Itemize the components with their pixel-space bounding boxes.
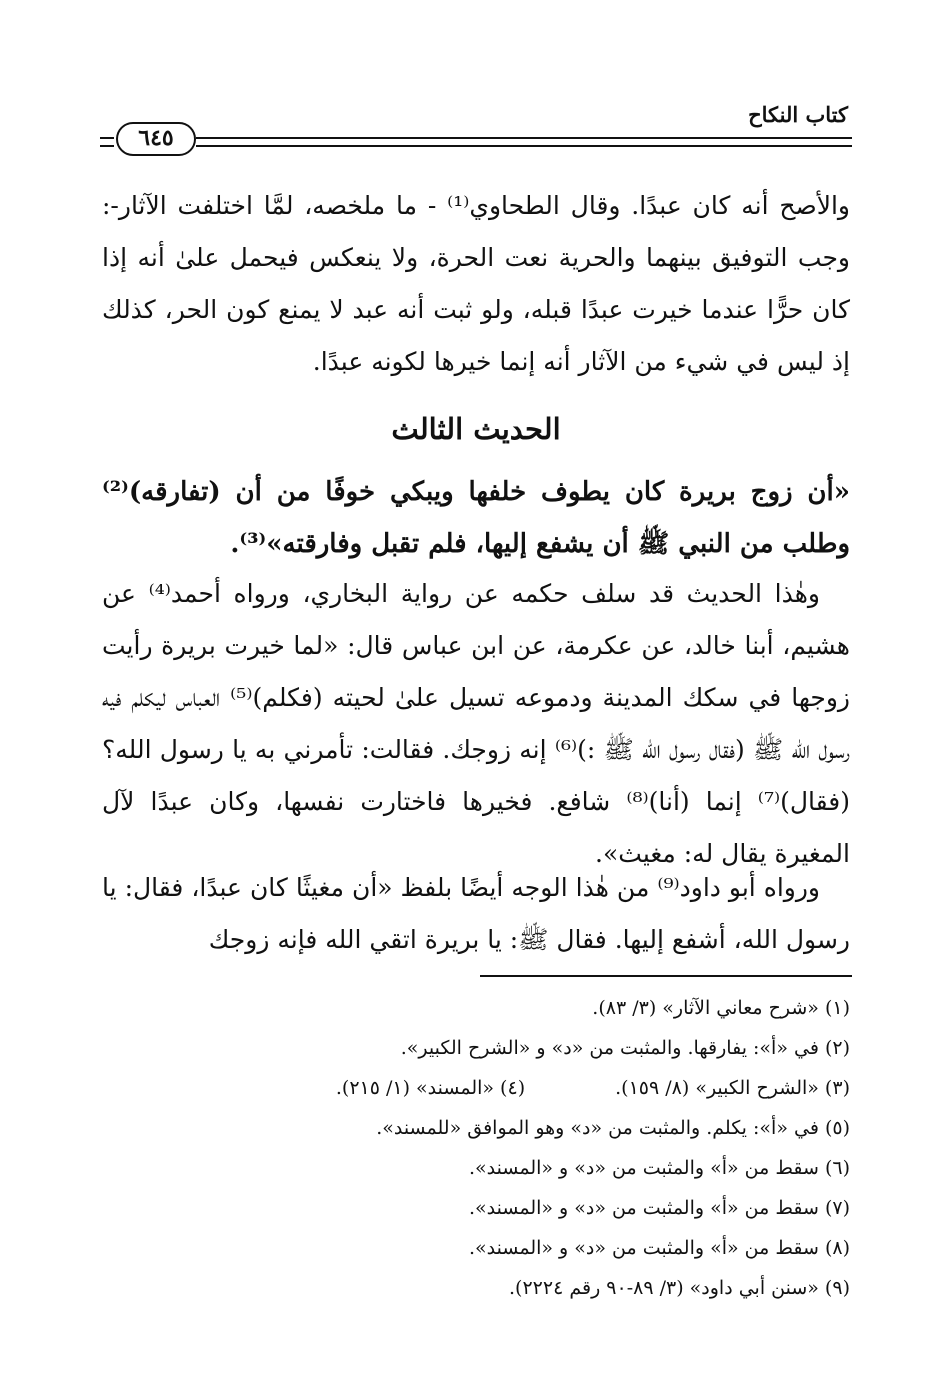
footnote: (٢) في «أ»: يفارقها. والمثبت من «د» و «الشرح الكبير».	[400, 1037, 850, 1059]
header-rule	[100, 145, 114, 147]
footnote-row	[102, 1068, 850, 1108]
page-number: ٦٤٥	[116, 122, 196, 156]
page-header	[100, 100, 852, 160]
body-paragraph	[102, 180, 850, 388]
footnote: (٩) «سنن أبي داود» (٣/ ٨٩-٩٠ رقم ٢٢٢٤).	[509, 1277, 850, 1299]
footnote-separator	[480, 975, 852, 977]
footnote: (٣) «الشرح الكبير» (٨/ ١٥٩).	[615, 1077, 850, 1099]
footnote: (٦) سقط من «أ» والمثبت من «د» و «المسند».	[469, 1157, 850, 1179]
footnote: (١) «شرح معاني الآثار» (٣/ ٨٣).	[592, 997, 850, 1019]
footnote: (٤) «المسند» (١/ ٢١٥).	[335, 1077, 526, 1099]
hadith-text: «أن زوج بريرة كان يطوف خلفها ويبكي خوفًا من أن (تفارقه)⁽²⁾ وطلب من النبي ﷺ أن يشفع إليها، فلم تقبل وفارقته»⁽³⁾.	[102, 477, 850, 559]
footnote: (٨) سقط من «أ» والمثبت من «د» و «المسند».	[469, 1237, 850, 1259]
running-title: كتاب النكاح	[748, 102, 848, 127]
footnotes	[102, 988, 850, 1308]
body-paragraph	[102, 568, 850, 880]
header-rule	[196, 145, 852, 147]
body-paragraph	[102, 862, 850, 966]
section-heading: الحديث الثالث	[391, 412, 561, 446]
paragraph-text: والأصح أنه كان عبدًا. وقال الطحاوي⁽¹⁾ - ما ملخصه، لمَّا اختلفت الآثار-: وجب التوفيق بينهما والحرية نعت الحرة، ولا ينعكس فيحمل علىٰ أنه إذا كان حرًّا عندما خيرت عبدًا قبله، ولو ثبت أنه عبد لا يمنع كون الحر، كذلك إذ ليس في شيء من الآثار أنه إنما خيرها لكونه عبدًا.	[102, 191, 850, 376]
paragraph-text: ورواه أبو داود⁽⁹⁾ من هٰذا الوجه أيضًا بلفظ «أن مغيثًا كان عبدًا، فقال: يا رسول الله، أشفع إليها. فقال ﷺ: يا بريرة اتقي الله فإنه زوجك	[102, 873, 850, 954]
footnote: (٧) سقط من «أ» والمثبت من «د» و «المسند».	[469, 1197, 850, 1219]
footnote: (٥) في «أ»: يكلم. والمثبت من «د» وهو الموافق «للمسند».	[376, 1117, 850, 1139]
header-rule	[100, 137, 114, 139]
footnote-gap	[525, 1068, 615, 1108]
paragraph-text: وهٰذا الحديث قد سلف حكمه عن رواية البخاري، ورواه أحمد⁽⁴⁾ عن هشيم، أبنا خالد، عن عكرمة، عن ابن عباس قال: «لما خيرت بريرة رأيت زوجها في سكك المدينة ودموعه تسيل علىٰ لحيته (فكلم)⁽⁵⁾ العباس ليكلم فيه رسول الله ﷺ (فقال رسول الله ﷺ :)⁽⁶⁾ إنه زوجك. فقالت: تأمرني به يا رسول الله؟ (فقال)⁽⁷⁾ إنما (أنا)⁽⁸⁾ شافع. فخيرها فاختارت نفسها، وكان عبدًا لآل المغيرة يقال له: مغيث».	[102, 579, 850, 868]
header-rule	[196, 137, 852, 139]
